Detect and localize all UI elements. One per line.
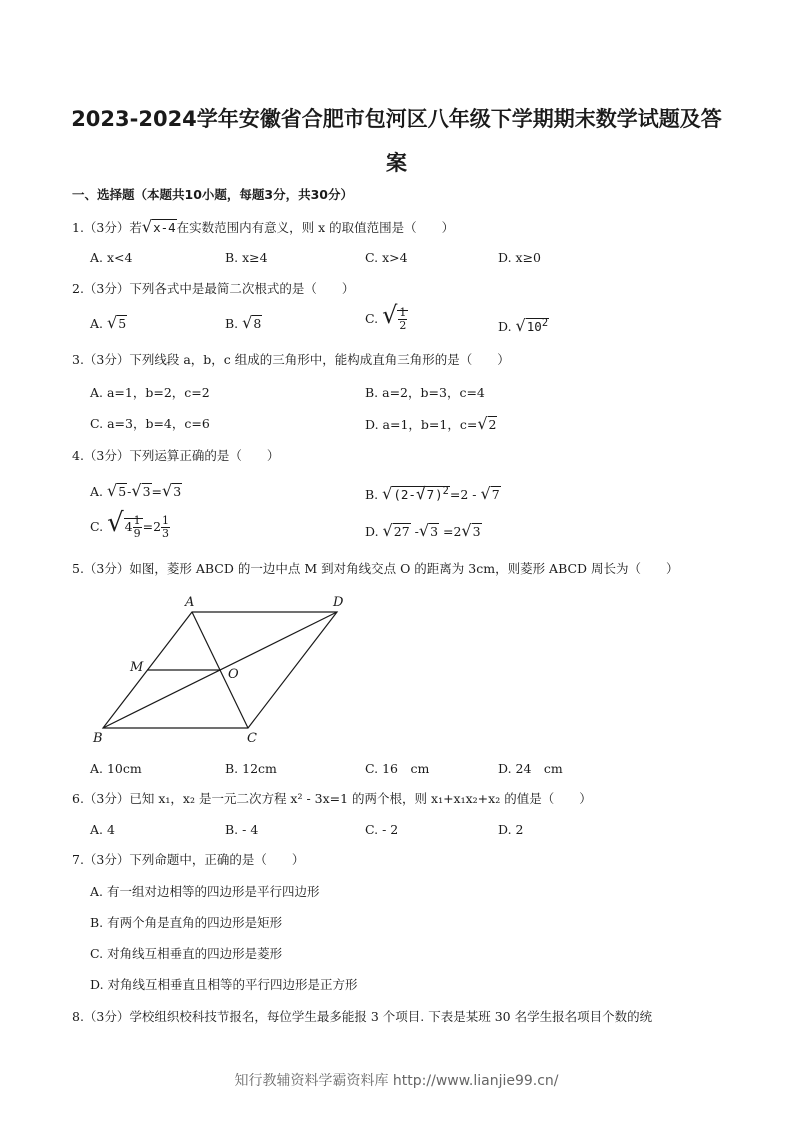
q1-prefix: 1.（3分）若 xyxy=(72,220,142,235)
q1-option-d: D. x≥0 xyxy=(498,250,541,265)
question-8: 8.（3分）学校组织校科技节报名，每位学生最多能报 3 个项目. 下表是某班 30 名学生报名项目个数的统 xyxy=(72,1009,653,1024)
q1-option-c: C. x>4 xyxy=(365,250,408,265)
q4-option-d: D. √27 -√3 =2√3 xyxy=(365,521,481,540)
q2-option-c: C. √ $\frac{1}{2}$ xyxy=(365,301,407,332)
question-3: 3.（3分）下列线段 a，b，c 组成的三角形中，能构成直角三角形的是（ ） xyxy=(72,352,510,367)
question-2: 2.（3分）下列各式中是最简二次根式的是（ ） xyxy=(72,281,355,296)
q7-option-a: A. 有一组对边相等的四边形是平行四边形 xyxy=(90,884,320,899)
section-heading: 一、选择题（本题共10小题，每题3分，共30分） xyxy=(72,187,353,202)
label-b: B xyxy=(93,731,103,746)
q6-option-c: C. - 2 xyxy=(365,822,399,837)
q4-option-b: B. $√(2-√7)^2=2 - √7$ xyxy=(365,484,500,504)
q2-option-d: D. $√10^2$ xyxy=(498,316,549,336)
q2-option-a: A. √5 xyxy=(90,313,127,332)
q7-option-b: B. 有两个角是直角的四边形是矩形 xyxy=(90,915,283,930)
question-7: 7.（3分）下列命题中，正确的是（ ） xyxy=(72,852,305,867)
q5-option-d: D. 24 cm xyxy=(498,761,563,776)
q1-suffix: 在实数范围内有意义，则 x 的取值范围是（ ） xyxy=(176,220,455,235)
q5-option-a: A. 10cm xyxy=(90,761,142,776)
q6-option-a: A. 4 xyxy=(90,822,115,837)
q7-option-c: C. 对角线互相垂直的四边形是菱形 xyxy=(90,946,283,961)
q7-option-d: D. 对角线互相垂直且相等的平行四边形是正方形 xyxy=(90,977,358,992)
q1-option-a: A. x<4 xyxy=(90,250,133,265)
label-a: A xyxy=(185,595,195,610)
q2-option-b: B. √8 xyxy=(225,313,262,332)
question-4: 4.（3分）下列运算正确的是（ ） xyxy=(72,448,280,463)
label-d: D xyxy=(333,595,344,610)
question-6: 6.（3分）已知 x₁，x₂ 是一元二次方程 x² - 3x=1 的两个根，则 x₁+x₁x₂+x₂ 的值是（ ） xyxy=(72,791,592,806)
q6-option-b: B. - 4 xyxy=(225,822,259,837)
q3-option-c: C. a=3，b=4，c=6 xyxy=(90,416,210,431)
q1-radical: √x-4 xyxy=(141,217,176,236)
question-5: 5.（3分）如图，菱形 ABCD 的一边中点 M 到对角线交点 O 的距离为 3cm，则菱形 ABCD 周长为（ ） xyxy=(72,561,679,576)
q3-option-a: A. a=1，b=2，c=2 xyxy=(90,385,210,400)
q3-option-b: B. a=2，b=3，c=4 xyxy=(365,385,485,400)
q6-option-d: D. 2 xyxy=(498,822,524,837)
footer-watermark: 知行教辅资料学霸资料库 http://www.lianjie99.cn/ xyxy=(234,1073,559,1089)
q4-option-c: C. √4 $\frac{1}{9}$ =2 $\frac{1}{3}$ xyxy=(90,508,170,540)
q5-option-c: C. 16 cm xyxy=(365,761,430,776)
question-1 xyxy=(72,218,454,237)
page-title-line-1: 2023-2024学年安徽省合肥市包河区八年级下学期期末数学试题及答 xyxy=(71,107,722,131)
label-o: O xyxy=(228,667,239,682)
label-m: M xyxy=(130,660,144,675)
rhombus-figure xyxy=(80,590,370,750)
q4-option-a: A. √5-√3=√3 xyxy=(90,481,182,500)
q1-option-b: B. x≥4 xyxy=(225,250,268,265)
page-title-line-2: 案 xyxy=(386,151,407,175)
q3-option-d: D. a=1，b=1，c=√2 xyxy=(365,414,497,433)
label-c: C xyxy=(247,731,257,746)
q5-option-b: B. 12cm xyxy=(225,761,277,776)
